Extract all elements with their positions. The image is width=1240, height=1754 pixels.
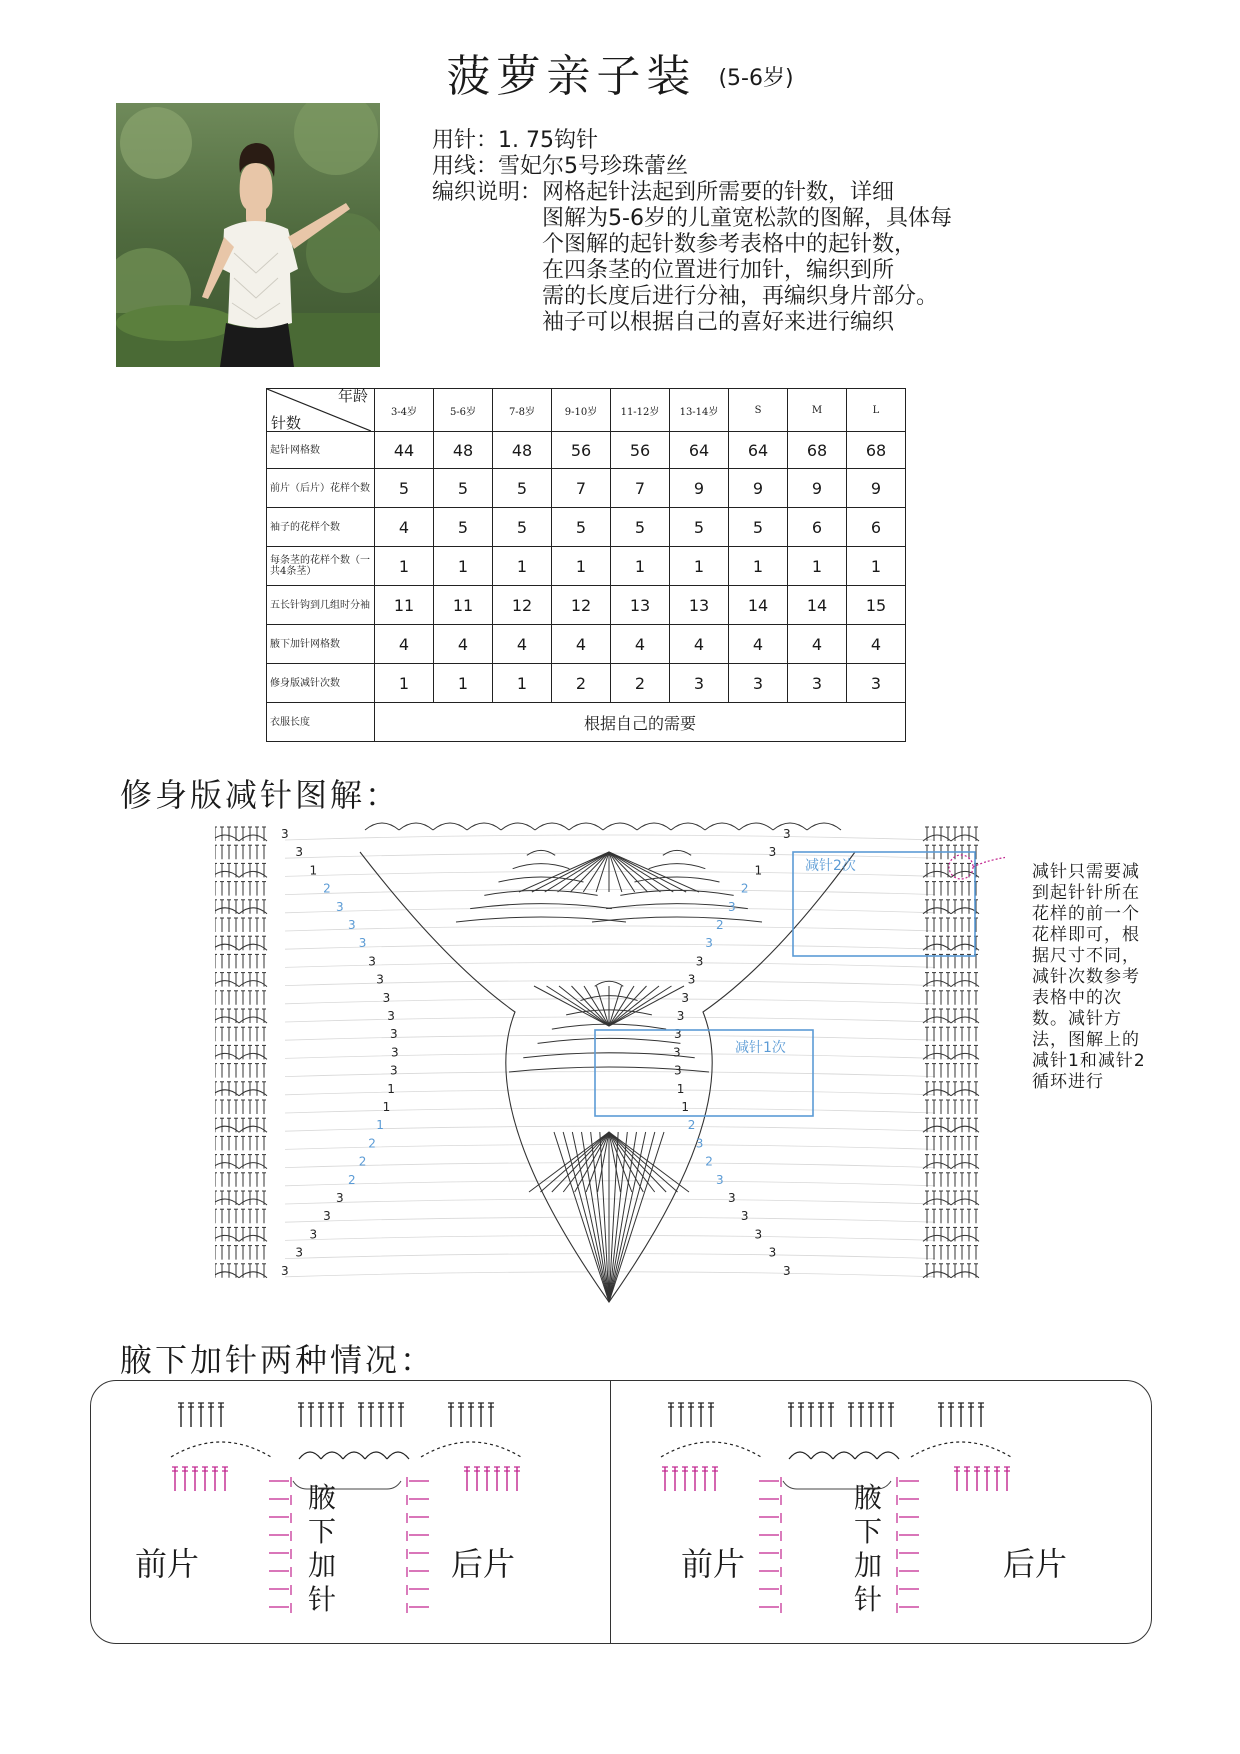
fan-stitch [534, 986, 609, 1026]
row-count: 3 [754, 1227, 763, 1242]
cell-value: 4 [493, 625, 552, 664]
row-guide [285, 835, 935, 840]
cell-value: 1 [493, 547, 552, 586]
cell-value: 2 [611, 664, 670, 703]
chain-arc [421, 1442, 521, 1457]
row-count: 2 [358, 1154, 367, 1169]
row-guide [285, 1235, 935, 1240]
chain-loop [365, 1452, 387, 1459]
cell-value: 4 [729, 625, 788, 664]
chain-loop [299, 1452, 321, 1459]
fan-stitch [609, 1132, 689, 1192]
fan-stitch [609, 986, 634, 1026]
callout-line [973, 855, 1005, 867]
table-row [267, 586, 906, 625]
cell-value: 14 [788, 586, 847, 625]
cell-value: 9 [847, 469, 906, 508]
cell-value: 12 [552, 586, 611, 625]
cell-value: 1 [375, 664, 434, 703]
underarm-diagrams [90, 1380, 1152, 1644]
yarn-value: 雪妃尔5号珍珠蕾丝 [498, 154, 689, 179]
pattern-intro [432, 128, 1112, 336]
cell-value: 9 [729, 469, 788, 508]
top-chain [501, 823, 535, 830]
cell-value: 4 [611, 625, 670, 664]
cell-value: 56 [611, 432, 670, 469]
row-count: 2 [716, 918, 724, 932]
model-photo [116, 103, 380, 367]
decrease-chart [215, 812, 1005, 1322]
chain-arc [215, 981, 239, 987]
chain-loop [833, 1452, 855, 1459]
description-line: 在四条茎的位置进行加针，编织到所 [542, 258, 895, 283]
cell-value: 1 [493, 664, 552, 703]
cell-value: 14 [729, 586, 788, 625]
row-guide [285, 1181, 935, 1186]
column-header: 7-8岁 [493, 389, 552, 432]
chain-arc [215, 1126, 239, 1132]
row-label: 修身版减针次数 [267, 664, 375, 703]
column-header: L [847, 389, 906, 432]
cell-value: 64 [729, 432, 788, 469]
back-label-2: 后片 [1003, 1545, 1068, 1583]
cell-value: 4 [375, 508, 434, 547]
cell-value: 64 [670, 432, 729, 469]
row-label: 袖子的花样个数 [267, 508, 375, 547]
underarm-char: 腋 [853, 1481, 882, 1514]
row-count: 3 [728, 1191, 736, 1205]
cell-value: 9 [788, 469, 847, 508]
top-chain [705, 823, 739, 830]
cell-value: 1 [788, 547, 847, 586]
cell-value: 68 [847, 432, 906, 469]
description-text [542, 180, 1062, 336]
row-count: 3 [281, 827, 289, 841]
underarm-char: 腋 [307, 1481, 336, 1514]
corner-age-label: 年龄 [337, 387, 368, 405]
chain-arc [661, 1442, 761, 1457]
row-count: 3 [390, 1063, 398, 1078]
chain-arc [911, 1442, 1011, 1457]
cell-value: 4 [788, 625, 847, 664]
cell-value: 44 [375, 432, 434, 469]
needle-row [432, 128, 1112, 154]
cell-value: 1 [729, 547, 788, 586]
row-count: 3 [695, 1136, 704, 1151]
underarm-char: 下 [307, 1515, 336, 1548]
underarm-label [305, 1481, 339, 1617]
needle-value: 1. 75钩针 [498, 128, 598, 153]
chain-loop [321, 1452, 343, 1459]
chain-loop [811, 1452, 833, 1459]
cell-value: 5 [552, 508, 611, 547]
row-guide [285, 962, 935, 967]
pineapple-arc [595, 981, 624, 986]
length-value: 根据自己的需要 [375, 703, 906, 742]
table-row [267, 508, 906, 547]
front-label: 前片 [135, 1545, 200, 1583]
description-line: 图解为5-6岁的儿童宽松款的图解，具体每 [542, 206, 952, 231]
row-count: 3 [783, 1263, 791, 1278]
cell-value: 15 [847, 586, 906, 625]
row-count: 1 [382, 1100, 391, 1114]
row-count: 3 [347, 918, 356, 932]
row-guide [285, 926, 935, 931]
chain-arc [215, 1053, 239, 1059]
cell-value: 4 [434, 625, 493, 664]
column-header: 5-6岁 [434, 389, 493, 432]
underarm-symbols [91, 1381, 1151, 1643]
cell-value: 11 [434, 586, 493, 625]
row-count: 3 [390, 1027, 398, 1042]
cell-value: 4 [552, 625, 611, 664]
row-count: 3 [309, 1227, 318, 1242]
top-chain [535, 823, 569, 830]
row-label: 前片（后片）花样个数 [267, 469, 375, 508]
pineapple-arc [527, 850, 555, 855]
table-body [267, 432, 906, 703]
row-count: 3 [673, 1027, 682, 1042]
cell-value: 3 [729, 664, 788, 703]
pineapple-arc [484, 890, 597, 895]
fan-stitch [609, 852, 660, 892]
cell-value: 12 [493, 586, 552, 625]
row-count: 1 [676, 1081, 685, 1096]
cell-value: 2 [552, 664, 611, 703]
table-row [267, 625, 906, 664]
back-label: 后片 [451, 1545, 516, 1583]
chain-arc [215, 908, 239, 914]
cell-value: 13 [670, 586, 729, 625]
chain-loop [387, 1452, 409, 1459]
row-count: 1 [309, 863, 318, 878]
top-chain [365, 823, 399, 830]
row-count: 1 [376, 1118, 384, 1133]
chain-loop [855, 1452, 877, 1459]
decrease-note: 减针只需要减到起针针所在花样的前一个花样即可，根据尺寸不同，减针次数参考表格中的次数。减针方法，图解上的减针1和减针2循环进行 [1032, 862, 1146, 1092]
cell-value: 1 [434, 547, 493, 586]
cell-value: 7 [611, 469, 670, 508]
table-row [267, 547, 906, 586]
underarm-char: 针 [307, 1583, 336, 1616]
table-row-length [267, 703, 906, 742]
cell-value: 5 [493, 508, 552, 547]
cell-value: 5 [434, 508, 493, 547]
fan-stitch [529, 1132, 609, 1192]
table-row [267, 664, 906, 703]
yarn-label: 用线： [432, 154, 499, 179]
row-count: 3 [768, 845, 777, 860]
corner-stitch-label: 针数 [271, 414, 302, 432]
decrease-2-label: 减针2次 [805, 858, 856, 874]
cell-value: 1 [670, 547, 729, 586]
cell-value: 5 [611, 508, 670, 547]
fan-stitch [559, 986, 609, 1026]
cell-value: 48 [434, 432, 493, 469]
pineapple-arc [513, 864, 570, 869]
cell-value: 1 [847, 547, 906, 586]
row-count: 3 [783, 827, 791, 841]
row-label: 每条茎的花样个数（一共4条茎） [267, 547, 375, 586]
row-count: 3 [768, 1245, 777, 1260]
pineapple-arc [663, 850, 691, 855]
cell-value: 13 [611, 586, 670, 625]
row-guide [285, 1035, 935, 1040]
row-count: 3 [676, 1009, 685, 1023]
fan-stitch [609, 852, 686, 892]
row-count: 3 [323, 1209, 331, 1224]
chart-row-guides [285, 835, 935, 1277]
row-guide [285, 1053, 935, 1058]
row-count: 3 [295, 1245, 303, 1260]
chain-loop [877, 1452, 899, 1459]
cell-value: 48 [493, 432, 552, 469]
table-corner [267, 389, 375, 432]
decrease-1-label: 减针1次 [735, 1040, 786, 1056]
section-heading-underarm: 腋下加针两种情况： [120, 1341, 436, 1379]
pineapple-arc [620, 890, 733, 895]
cell-value: 3 [847, 664, 906, 703]
row-count: 3 [687, 972, 696, 987]
row-count: 3 [681, 990, 690, 1005]
description-line: 个图解的起针数参考表格中的起针数， [542, 232, 917, 257]
chain-arc [215, 1090, 239, 1096]
description-line: 网格起针法起到所需要的针数，详细 [542, 180, 895, 205]
row-label: 衣服长度 [267, 703, 375, 742]
row-count: 1 [754, 863, 763, 878]
row-count: 2 [347, 1172, 356, 1187]
column-header: 9-10岁 [552, 389, 611, 432]
row-count: 3 [368, 954, 376, 969]
row-count: 3 [740, 1209, 749, 1224]
column-header: 11-12岁 [611, 389, 670, 432]
chart-left-counts [281, 827, 399, 1278]
chain-arc [215, 1272, 239, 1278]
title-text: 菠萝亲子装 [446, 51, 697, 102]
row-count: 1 [387, 1081, 395, 1096]
chart-outline [360, 852, 855, 1302]
chain-loop [343, 1452, 365, 1459]
chain-arc [215, 1017, 239, 1023]
row-count: 3 [391, 1045, 399, 1060]
row-count: 3 [382, 990, 391, 1005]
row-count: 3 [705, 936, 713, 951]
top-chain [603, 823, 637, 830]
description-label: 编织说明： [432, 180, 543, 205]
row-count: 3 [695, 954, 704, 969]
needle-label: 用针： [432, 128, 499, 153]
row-count: 3 [295, 845, 303, 860]
cell-value: 6 [788, 508, 847, 547]
row-count: 2 [368, 1136, 376, 1151]
row-count: 3 [673, 1045, 681, 1060]
front-label-2: 前片 [681, 1545, 746, 1583]
underarm-char: 加 [307, 1549, 336, 1582]
row-guide [285, 1072, 935, 1077]
chain-arc [215, 835, 239, 841]
yarn-row [432, 154, 1112, 180]
chain-arc [215, 1199, 239, 1205]
row-guide [285, 1144, 935, 1149]
row-count: 2 [705, 1154, 713, 1169]
row-guide [285, 1217, 935, 1222]
table-row [267, 432, 906, 469]
chain-arc [215, 944, 239, 950]
column-header: 13-14岁 [670, 389, 729, 432]
pineapple-arc [649, 864, 706, 869]
top-chain [807, 823, 841, 830]
cell-value: 4 [375, 625, 434, 664]
fan-stitch [609, 986, 684, 1026]
description-line: 袖子可以根据自己的喜好来进行编织 [542, 310, 895, 335]
table-row [267, 469, 906, 508]
chain-arc [171, 1442, 271, 1457]
table-header-row [267, 389, 906, 432]
row-count: 2 [740, 881, 749, 896]
top-chain [569, 823, 603, 830]
description-line: 需的长度后进行分袖，再编织身片部分。 [542, 284, 939, 309]
top-chain [467, 823, 501, 830]
fan-stitch [558, 852, 609, 892]
cell-value: 3 [670, 664, 729, 703]
cell-value: 6 [847, 508, 906, 547]
cell-value: 68 [788, 432, 847, 469]
section-heading-decrease: 修身版减针图解： [120, 776, 401, 814]
cell-value: 1 [434, 664, 493, 703]
cell-value: 5 [493, 469, 552, 508]
chain-arc [215, 871, 239, 877]
underarm-char: 针 [853, 1583, 882, 1616]
size-table [266, 388, 906, 742]
cell-value: 56 [552, 432, 611, 469]
top-chain [637, 823, 671, 830]
row-guide [285, 890, 935, 895]
cell-value: 5 [375, 469, 434, 508]
row-label: 腋下加针网格数 [267, 625, 375, 664]
top-chain [399, 823, 433, 830]
column-header: 3-4岁 [375, 389, 434, 432]
column-header: S [729, 389, 788, 432]
row-count: 3 [673, 1063, 682, 1078]
cell-value: 11 [375, 586, 434, 625]
top-chain [433, 823, 467, 830]
row-count: 3 [728, 899, 736, 914]
row-count: 2 [687, 1118, 696, 1133]
underarm-char: 下 [853, 1515, 882, 1548]
row-guide [285, 944, 935, 949]
column-header: M [788, 389, 847, 432]
row-count: 3 [336, 899, 344, 914]
row-count: 3 [358, 936, 367, 951]
cell-value: 9 [670, 469, 729, 508]
underarm-char: 加 [853, 1549, 882, 1582]
cell-value: 4 [670, 625, 729, 664]
row-guide [285, 1163, 935, 1168]
row-count: 1 [681, 1100, 690, 1114]
row-count: 2 [323, 881, 331, 896]
fan-stitch [609, 986, 659, 1026]
row-guide [285, 1090, 935, 1095]
row-count: 3 [376, 972, 384, 987]
cell-value: 1 [552, 547, 611, 586]
row-count: 3 [716, 1172, 724, 1187]
cell-value: 1 [375, 547, 434, 586]
cell-value: 4 [847, 625, 906, 664]
cell-value: 7 [552, 469, 611, 508]
description-row [432, 180, 1112, 336]
cell-value: 5 [670, 508, 729, 547]
top-chain [739, 823, 773, 830]
row-count: 3 [387, 1009, 395, 1023]
page-title [0, 40, 1240, 104]
cell-value: 1 [611, 547, 670, 586]
row-guide [285, 1254, 935, 1259]
row-guide [285, 1199, 935, 1204]
row-count: 3 [281, 1263, 289, 1278]
row-count: 3 [336, 1191, 344, 1205]
top-chain [671, 823, 705, 830]
chain-arc [215, 1235, 239, 1241]
cell-value: 5 [434, 469, 493, 508]
chain-arc [215, 1163, 239, 1169]
cell-value: 5 [729, 508, 788, 547]
cell-value: 3 [788, 664, 847, 703]
row-label: 五长针钩到几组时分袖 [267, 586, 375, 625]
pineapple-arc [538, 1038, 681, 1043]
fan-stitch [584, 986, 609, 1026]
chain-loop [789, 1452, 811, 1459]
underarm-label-2 [851, 1481, 885, 1617]
title-age: (5-6岁) [718, 66, 794, 91]
row-label: 起针网格数 [267, 432, 375, 469]
